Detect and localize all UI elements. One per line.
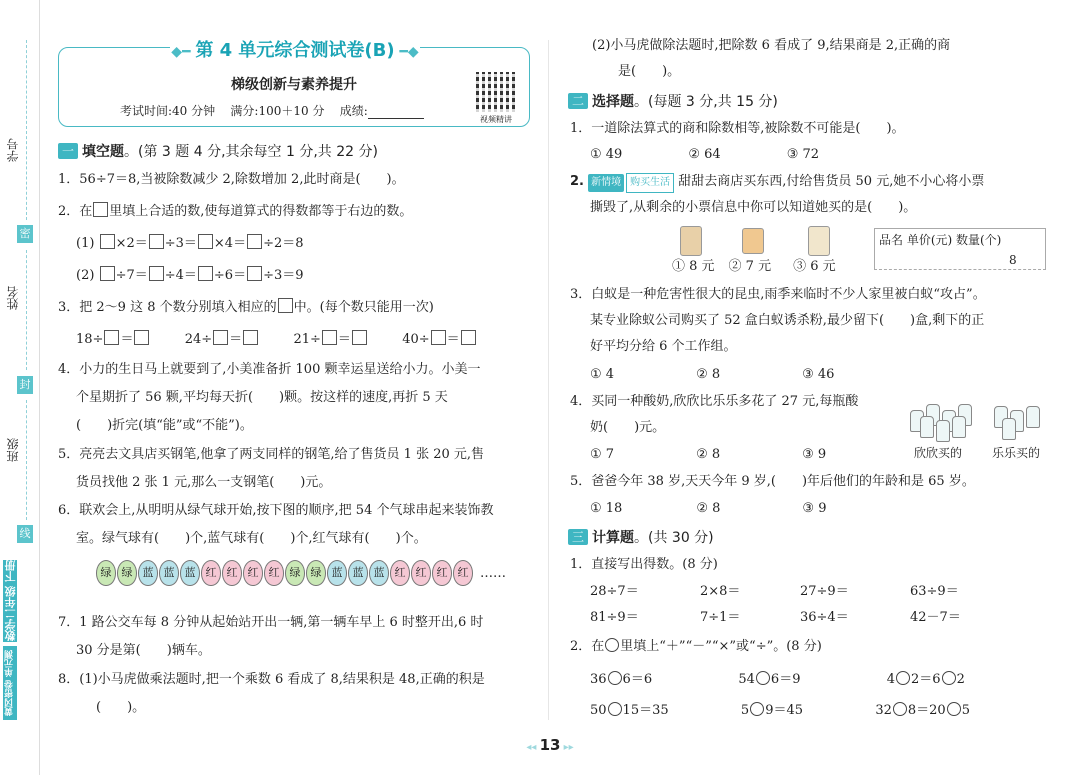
page-title: ◆━ 第 4 单元综合测试卷(B) ━◆	[170, 36, 420, 62]
q3-text2: 中。(每个数只能用一次)	[293, 300, 434, 315]
answer-box[interactable]	[247, 266, 262, 281]
balloon: 红	[432, 560, 452, 586]
calc2-text2: 里填上“＋”“－”“×”或“÷”。(8 分)	[620, 639, 822, 654]
option[interactable]: ③ 9	[802, 501, 827, 516]
choice-1: 1．一道除法算式的商和除数相等,被除数不可能是( )。	[570, 121, 905, 136]
num: 32	[875, 703, 892, 718]
option[interactable]: ③ 9	[802, 447, 827, 462]
exam-time: 考试时间:40 分钟	[120, 104, 216, 118]
calc-item[interactable]: 28÷7＝	[590, 584, 639, 599]
new-context-tag: 新情境	[588, 174, 624, 192]
num: 2＝6	[911, 672, 941, 687]
answer-box	[93, 202, 108, 217]
section-fill-blank	[58, 141, 378, 161]
qr-label: 视频精讲	[480, 115, 512, 124]
option[interactable]: ③ 46	[802, 367, 835, 382]
option[interactable]: ② 7 元	[728, 259, 772, 274]
answer-box[interactable]	[213, 330, 228, 345]
choice-4-options	[590, 446, 826, 464]
question-7-line1: 7．1 路公交车每 8 分钟从起始站开出一辆,第一辆车早上 6 时整开出,6 时	[58, 615, 484, 630]
calc-2-row1	[590, 671, 965, 689]
num: 9＝45	[765, 703, 804, 718]
num: 6＝9	[770, 672, 801, 687]
balloon-sequence	[96, 560, 506, 586]
balloon: 蓝	[327, 560, 347, 586]
choice-5: 5．爸爸今年 38 岁,天天今年 9 岁,( )年后他们的年龄和是 65 岁。	[570, 474, 975, 489]
yogurt-bottle-icon	[936, 420, 950, 442]
sub-label: (2)	[76, 268, 95, 283]
answer-box[interactable]	[431, 330, 446, 345]
question-3	[58, 298, 434, 317]
expr: ÷6＝	[213, 268, 247, 283]
expr: ÷2＝8	[263, 236, 304, 251]
operator-circle[interactable]	[608, 671, 622, 685]
choice-5-options	[590, 500, 826, 518]
answer-box	[278, 298, 293, 313]
question-2-2	[76, 266, 304, 285]
exam-info	[120, 102, 424, 119]
num: 15＝35	[622, 703, 669, 718]
num: 6＝6	[622, 672, 653, 687]
num: 4	[886, 672, 896, 687]
page-number-text: 13	[539, 736, 561, 754]
calc-item[interactable]: 63÷9＝	[910, 584, 959, 599]
question-1: 1．56÷7＝8,当被除数减少 2,除数增加 2,此时商是( )。	[58, 172, 405, 187]
calc-1-row1	[590, 583, 1050, 601]
calc-1: 1．直接写出得数。(8 分)	[570, 557, 718, 572]
num: 5	[961, 703, 970, 718]
question-4-line2: 个星期折了 56 颗,平均每天折( )颗。按这样的速度,再折 5 天	[76, 390, 448, 405]
balloon: 红	[264, 560, 284, 586]
answer-box[interactable]	[198, 234, 213, 249]
answer-box[interactable]	[461, 330, 476, 345]
operator-circle[interactable]	[896, 671, 910, 685]
xinxin-label: 欣欣买的	[914, 446, 963, 460]
column-divider	[548, 40, 549, 720]
snack-bag-icon	[680, 226, 702, 256]
choice-3-line1: 3．白蚁是一种危害性很大的昆虫,雨季来临时不少人家里被白蚁“攻占”。	[570, 287, 986, 302]
num: 36	[590, 672, 607, 687]
section-badge: 一	[58, 143, 78, 159]
expr: 21÷	[293, 332, 321, 347]
operator-circle[interactable]	[947, 702, 961, 716]
answer-box[interactable]	[247, 234, 262, 249]
question-4-line1: 4．小力的生日马上就要到了,小美准备折 100 颗幸运星送给小力。小美一	[58, 362, 481, 377]
option[interactable]: ② 8	[696, 447, 721, 462]
yogurt-bottle-icon	[952, 416, 966, 438]
answer-box[interactable]	[352, 330, 367, 345]
expr: ＝	[337, 332, 351, 347]
receipt-qty: 8	[1009, 253, 1017, 267]
choice-4-line1: 4．买同一种酸奶,欣欣比乐乐多花了 27 元,每瓶酸	[570, 394, 859, 409]
grade-label: 成绩:	[339, 104, 368, 118]
answer-box[interactable]	[322, 330, 337, 345]
answer-box[interactable]	[104, 330, 119, 345]
balloon: 蓝	[369, 560, 389, 586]
section-badge: 三	[568, 529, 588, 545]
choice-2-options	[672, 258, 836, 276]
question-7-line2: 30 分是第( )辆车。	[76, 643, 211, 658]
calc2-text: 2．在	[570, 639, 605, 654]
question-8-2-line2: 是( )。	[618, 64, 681, 79]
q3-text: 3．把 2～9 这 8 个数分别填入相应的	[58, 300, 277, 315]
option[interactable]: ③ 72	[786, 147, 820, 162]
series-stripe: 黄冈密卷 单元测试卷	[3, 646, 17, 720]
seal-mark: 线	[17, 525, 33, 543]
operator-circle[interactable]	[942, 671, 956, 685]
expr: ×4＝	[213, 236, 247, 251]
full-score: 满分:100＋10 分	[230, 104, 325, 118]
expr: ÷7＝	[115, 268, 148, 283]
option[interactable]: ① 8 元	[672, 259, 715, 274]
subtitle: 梯级创新与素养提升	[231, 77, 357, 93]
yogurt-bottle-icon	[920, 416, 934, 438]
option[interactable]: ② 8	[696, 501, 721, 516]
book-info-stripe: 数学二年级 下册 人教版	[4, 560, 33, 642]
operator-circle[interactable]	[608, 702, 622, 716]
choice-3-line3: 好平均分给 6 个工作组。	[590, 339, 737, 354]
calc-2-row2	[590, 702, 970, 720]
balloon: 红	[222, 560, 242, 586]
expr: ＝	[120, 332, 134, 347]
question-8-1-line1: 8．(1)小马虎做乘法题时,把一个乘数 6 看成了 8,结果积是 48,正确的积是	[58, 672, 485, 687]
cut-line	[26, 40, 27, 220]
q2-text2: 里填上合适的数,使每道算式的得数都等于右边的数。	[109, 204, 413, 219]
expr: ÷3＝	[164, 236, 197, 251]
num: 2	[956, 672, 965, 687]
choice-3-line2: 某专业除蚁公司购买了 52 盒白蚁诱杀粉,最少留下( )盒,剩下的正	[590, 313, 985, 328]
choice-3-options	[590, 366, 834, 384]
answer-box[interactable]	[198, 266, 213, 281]
operator-circle[interactable]	[756, 671, 770, 685]
num: 5	[740, 703, 750, 718]
expr: 18÷	[76, 332, 104, 347]
binding-margin	[0, 0, 40, 775]
choice-2-line2: 撕毁了,从剩余的小票信息中你可以知道她买的是( )。	[590, 200, 917, 215]
calc-2	[570, 638, 822, 656]
balloon: 红	[390, 560, 410, 586]
question-5-line1: 5．亮亮去文具店买钢笔,他拿了两支同样的钢笔,给了售货员 1 张 20 元,售	[58, 447, 485, 462]
c2-text: 甜甜去商店买东西,付给售货员 50 元,她不小心将小票	[678, 174, 985, 189]
page-number	[520, 736, 580, 754]
section-desc: 。(共 30 分)	[634, 530, 714, 546]
lele-label: 乐乐买的	[992, 446, 1041, 460]
torn-receipt	[874, 228, 1046, 270]
expr: 24÷	[184, 332, 213, 347]
option[interactable]: ① 7	[590, 447, 615, 462]
balloon: 蓝	[159, 560, 179, 586]
balloon: 绿	[117, 560, 137, 586]
balloon: 蓝	[180, 560, 200, 586]
question-6-line1: 6．联欢会上,从明明从绿气球开始,按下图的顺序,把 54 个气球串起来装饰教	[58, 503, 494, 518]
balloon: 红	[411, 560, 431, 586]
answer-box[interactable]	[149, 234, 164, 249]
option[interactable]: ① 18	[590, 501, 623, 516]
expr: ＝	[229, 332, 243, 347]
choice-4-line2: 奶( )元。	[590, 420, 666, 435]
option[interactable]: ① 4	[590, 367, 615, 382]
calc-item[interactable]: 2×8＝	[700, 584, 741, 599]
q2-text: 2．在	[58, 204, 93, 219]
ellipsis: ……	[480, 565, 506, 581]
option[interactable]: ② 8	[696, 367, 721, 382]
balloon: 红	[201, 560, 221, 586]
num: 54	[738, 672, 755, 687]
class-label: 班级	[6, 438, 20, 462]
section-badge: 二	[568, 93, 588, 109]
answer-box[interactable]	[100, 266, 115, 281]
cut-line	[26, 250, 27, 370]
qr-code-pattern	[476, 72, 516, 112]
balloon: 蓝	[138, 560, 158, 586]
yogurt-bottle-icon	[1002, 418, 1016, 440]
balloon: 绿	[306, 560, 326, 586]
balloon: 蓝	[348, 560, 368, 586]
answer-box[interactable]	[243, 330, 258, 345]
option[interactable]: ① 49	[590, 147, 623, 162]
question-8-2-line1: (2)小马虎做除法题时,把除数 6 看成了 9,结果商是 2,正确的商	[592, 38, 951, 53]
balloon: 红	[243, 560, 263, 586]
operator-circle[interactable]	[893, 702, 907, 716]
right-arrow-icon: ▸▸	[560, 742, 574, 753]
question-2	[58, 202, 412, 221]
answer-box[interactable]	[149, 266, 164, 281]
question-8-1-line2: ( )。	[96, 700, 146, 715]
section-desc: 。(每题 3 分,共 15 分)	[634, 94, 778, 110]
section-name: 选择题	[592, 94, 634, 110]
student-number-label: 学号	[6, 138, 20, 162]
calc-item[interactable]: 7÷1＝	[700, 610, 741, 625]
balloon: 红	[453, 560, 473, 586]
num: 50	[590, 703, 607, 718]
expr: ＝	[446, 332, 460, 347]
operator-circle	[605, 638, 619, 652]
choice-2-line1: 2. 新情境 购买生活 甜甜去商店买东西,付给售货员 50 元,她不小心将小票	[570, 173, 984, 193]
num: 8＝20	[907, 703, 946, 718]
section-choice	[568, 91, 778, 111]
calc-item[interactable]: 42－7＝	[910, 610, 961, 625]
title-text: 第 4 单元综合测试卷(B)	[195, 40, 395, 61]
answer-box[interactable]	[100, 234, 115, 249]
expr: ÷4＝	[164, 268, 197, 283]
calc-1-row2	[590, 609, 1050, 627]
option[interactable]: ③ 6 元	[793, 259, 836, 274]
life-tag: 购买生活	[626, 173, 674, 193]
sub-label: (1)	[76, 236, 95, 251]
seal-mark: 密	[17, 225, 33, 243]
yogurt-bottle-icon	[1026, 406, 1040, 428]
left-arrow-icon: ◂◂	[526, 742, 540, 753]
seal-mark: 封	[17, 376, 33, 394]
receipt-header: 品名 单价(元) 数量(个)	[879, 233, 1002, 247]
option[interactable]: ② 64	[688, 147, 721, 162]
section-name: 计算题	[592, 530, 634, 546]
choice-1-options	[590, 146, 819, 164]
expr: ÷3＝9	[263, 268, 304, 283]
question-6-line2: 室。绿气球有( )个,蓝气球有( )个,红气球有( )个。	[76, 531, 427, 546]
balloon: 绿	[96, 560, 116, 586]
section-desc: 。(第 3 题 4 分,其余每空 1 分,共 22 分)	[124, 144, 378, 160]
calc-item[interactable]: 36÷4＝	[800, 610, 849, 625]
expr: ×2＝	[115, 236, 148, 251]
expr: 40÷	[402, 332, 430, 347]
calc-item[interactable]: 27÷9＝	[800, 584, 849, 599]
answer-box[interactable]	[134, 330, 149, 345]
balloon: 绿	[285, 560, 305, 586]
question-3-exprs	[76, 330, 477, 349]
question-4-line3: ( )折完(填“能”或“不能”)。	[76, 418, 253, 433]
bread-icon	[742, 228, 764, 254]
operator-circle[interactable]	[750, 702, 764, 716]
section-calculation	[568, 527, 714, 547]
calc-item[interactable]: 81÷9＝	[590, 610, 639, 625]
section-name: 填空题	[82, 144, 124, 160]
cookie-bag-icon	[808, 226, 830, 256]
question-5-line2: 货员找他 2 张 1 元,那么一支钢笔( )元。	[76, 475, 332, 490]
name-label: 姓名	[6, 286, 20, 310]
cut-line	[26, 400, 27, 520]
question-2-1	[76, 234, 304, 253]
grade-blank	[368, 118, 424, 119]
